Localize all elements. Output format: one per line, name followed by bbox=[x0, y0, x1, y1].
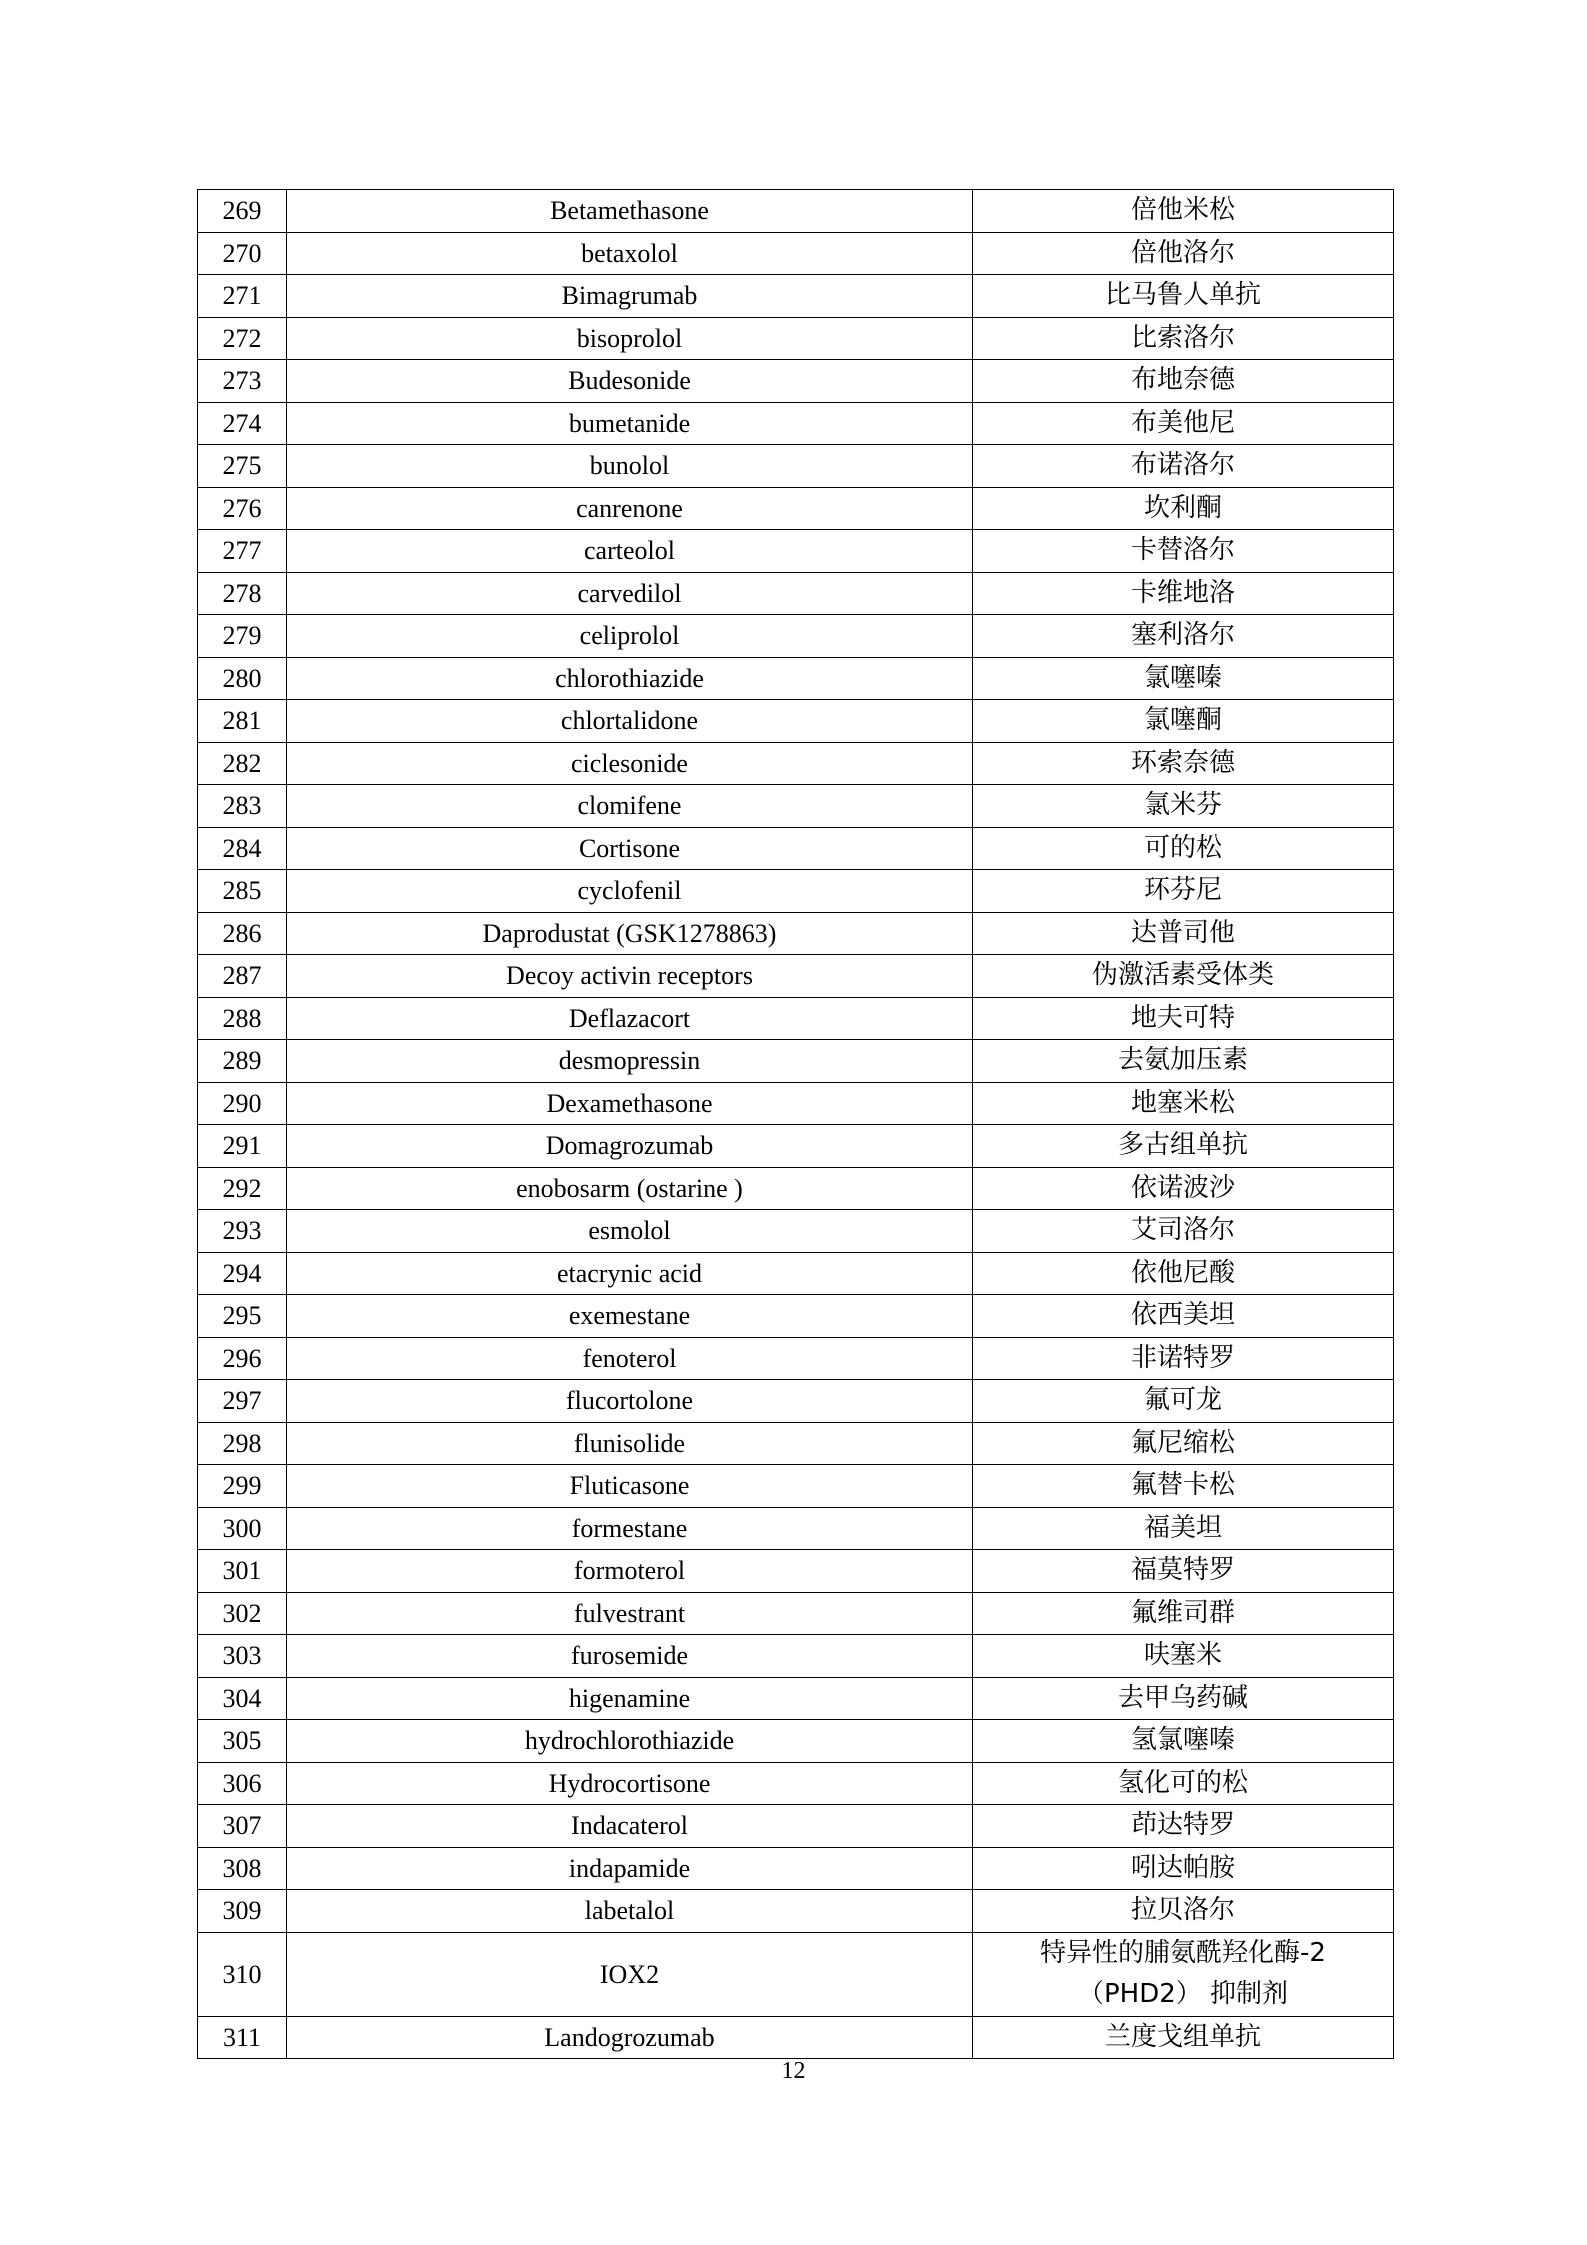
row-number: 293 bbox=[198, 1210, 287, 1253]
table-row bbox=[198, 1635, 1394, 1678]
substance-name-en: desmopressin bbox=[287, 1040, 973, 1083]
substance-name-en: clomifene bbox=[287, 785, 973, 828]
table-row bbox=[198, 1465, 1394, 1508]
substance-name-cn: 非诺特罗 bbox=[973, 1337, 1394, 1380]
substance-name-cn: 卡替洛尔 bbox=[973, 530, 1394, 573]
table-row bbox=[198, 487, 1394, 530]
table-row bbox=[198, 1550, 1394, 1593]
substance-name-en: Fluticasone bbox=[287, 1465, 973, 1508]
substance-name-cn: 福美坦 bbox=[973, 1507, 1394, 1550]
row-number: 311 bbox=[198, 2016, 287, 2059]
table-row bbox=[198, 445, 1394, 488]
substance-name-en: formestane bbox=[287, 1507, 973, 1550]
substance-name-en: chlortalidone bbox=[287, 700, 973, 743]
table-row bbox=[198, 1082, 1394, 1125]
row-number: 305 bbox=[198, 1720, 287, 1763]
substance-name-en: indapamide bbox=[287, 1847, 973, 1890]
table-row bbox=[198, 700, 1394, 743]
row-number: 309 bbox=[198, 1890, 287, 1933]
substance-name-en: bunolol bbox=[287, 445, 973, 488]
row-number: 295 bbox=[198, 1295, 287, 1338]
substance-name-cn: 地夫可特 bbox=[973, 997, 1394, 1040]
substance-name-en: fenoterol bbox=[287, 1337, 973, 1380]
row-number: 273 bbox=[198, 360, 287, 403]
substance-name-en: flunisolide bbox=[287, 1422, 973, 1465]
substance-table bbox=[197, 189, 1394, 2059]
row-number: 299 bbox=[198, 1465, 287, 1508]
row-number: 283 bbox=[198, 785, 287, 828]
substance-name-en: Domagrozumab bbox=[287, 1125, 973, 1168]
table-row bbox=[198, 1507, 1394, 1550]
table-row bbox=[198, 997, 1394, 1040]
substance-name-cn: 氟尼缩松 bbox=[973, 1422, 1394, 1465]
substance-name-en: chlorothiazide bbox=[287, 657, 973, 700]
table-row bbox=[198, 657, 1394, 700]
table-row bbox=[198, 190, 1394, 233]
row-number: 310 bbox=[198, 1932, 287, 2016]
row-number: 287 bbox=[198, 955, 287, 998]
table-row bbox=[198, 2016, 1394, 2059]
substance-name-cn: 呋塞米 bbox=[973, 1635, 1394, 1678]
substance-name-en: furosemide bbox=[287, 1635, 973, 1678]
substance-name-en: cyclofenil bbox=[287, 870, 973, 913]
table-row bbox=[198, 1592, 1394, 1635]
substance-name-en: Cortisone bbox=[287, 827, 973, 870]
substance-name-en: celiprolol bbox=[287, 615, 973, 658]
substance-name-cn: 倍他米松 bbox=[973, 190, 1394, 233]
substance-name-en: bumetanide bbox=[287, 402, 973, 445]
row-number: 301 bbox=[198, 1550, 287, 1593]
substance-name-en: hydrochlorothiazide bbox=[287, 1720, 973, 1763]
row-number: 308 bbox=[198, 1847, 287, 1890]
table-row bbox=[198, 1040, 1394, 1083]
row-number: 304 bbox=[198, 1677, 287, 1720]
substance-name-cn: 布诺洛尔 bbox=[973, 445, 1394, 488]
substance-name-en: esmolol bbox=[287, 1210, 973, 1253]
table-row bbox=[198, 317, 1394, 360]
substance-name-cn: 氟维司群 bbox=[973, 1592, 1394, 1635]
substance-name-en: canrenone bbox=[287, 487, 973, 530]
table-row bbox=[198, 1762, 1394, 1805]
substance-name-cn: 塞利洛尔 bbox=[973, 615, 1394, 658]
table-row bbox=[198, 402, 1394, 445]
row-number: 279 bbox=[198, 615, 287, 658]
substance-name-en: betaxolol bbox=[287, 232, 973, 275]
substance-name-cn: 氟可龙 bbox=[973, 1380, 1394, 1423]
row-number: 272 bbox=[198, 317, 287, 360]
substance-name-cn-line1: 特异性的脯氨酰羟化酶-2 bbox=[1040, 1938, 1326, 1968]
substance-name-en: Decoy activin receptors bbox=[287, 955, 973, 998]
substance-name-cn: 达普司他 bbox=[973, 912, 1394, 955]
substance-name-cn: 氟替卡松 bbox=[973, 1465, 1394, 1508]
row-number: 280 bbox=[198, 657, 287, 700]
substance-name-cn: 依诺波沙 bbox=[973, 1167, 1394, 1210]
table-row bbox=[198, 827, 1394, 870]
row-number: 306 bbox=[198, 1762, 287, 1805]
table-row bbox=[198, 1295, 1394, 1338]
substance-name-en: IOX2 bbox=[287, 1932, 973, 2016]
table-row bbox=[198, 572, 1394, 615]
table-row bbox=[198, 1932, 1394, 2016]
row-number: 285 bbox=[198, 870, 287, 913]
table-row bbox=[198, 1847, 1394, 1890]
row-number: 291 bbox=[198, 1125, 287, 1168]
row-number: 275 bbox=[198, 445, 287, 488]
substance-name-cn: 茚达特罗 bbox=[973, 1805, 1394, 1848]
row-number: 292 bbox=[198, 1167, 287, 1210]
table-row bbox=[198, 955, 1394, 998]
substance-name-cn: 比马鲁人单抗 bbox=[973, 275, 1394, 318]
substance-name-en: higenamine bbox=[287, 1677, 973, 1720]
row-number: 307 bbox=[198, 1805, 287, 1848]
substance-name-cn: 倍他洛尔 bbox=[973, 232, 1394, 275]
row-number: 282 bbox=[198, 742, 287, 785]
substance-name-cn: 福莫特罗 bbox=[973, 1550, 1394, 1593]
substance-name-cn: 地塞米松 bbox=[973, 1082, 1394, 1125]
table-row bbox=[198, 742, 1394, 785]
table-row bbox=[198, 1380, 1394, 1423]
substance-name-cn bbox=[973, 1932, 1394, 2016]
table-row bbox=[198, 232, 1394, 275]
substance-name-en: Hydrocortisone bbox=[287, 1762, 973, 1805]
row-number: 288 bbox=[198, 997, 287, 1040]
substance-name-en: carteolol bbox=[287, 530, 973, 573]
table-row bbox=[198, 360, 1394, 403]
row-number: 278 bbox=[198, 572, 287, 615]
table-row bbox=[198, 1890, 1394, 1933]
substance-name-cn: 坎利酮 bbox=[973, 487, 1394, 530]
substance-name-en: Betamethasone bbox=[287, 190, 973, 233]
substance-name-cn: 卡维地洛 bbox=[973, 572, 1394, 615]
substance-name-cn: 布美他尼 bbox=[973, 402, 1394, 445]
substance-name-en: flucortolone bbox=[287, 1380, 973, 1423]
substance-name-cn: 氯噻嗪 bbox=[973, 657, 1394, 700]
substance-name-cn: 吲达帕胺 bbox=[973, 1847, 1394, 1890]
row-number: 298 bbox=[198, 1422, 287, 1465]
substance-name-cn: 伪激活素受体类 bbox=[973, 955, 1394, 998]
table-row bbox=[198, 1720, 1394, 1763]
row-number: 271 bbox=[198, 275, 287, 318]
substance-name-cn: 布地奈德 bbox=[973, 360, 1394, 403]
row-number: 277 bbox=[198, 530, 287, 573]
table-row bbox=[198, 1805, 1394, 1848]
substance-name-cn: 可的松 bbox=[973, 827, 1394, 870]
substance-name-cn: 依他尼酸 bbox=[973, 1252, 1394, 1295]
table-row bbox=[198, 1125, 1394, 1168]
table-row bbox=[198, 275, 1394, 318]
substance-name-cn: 兰度戈组单抗 bbox=[973, 2016, 1394, 2059]
table-row bbox=[198, 785, 1394, 828]
row-number: 284 bbox=[198, 827, 287, 870]
table-row bbox=[198, 530, 1394, 573]
substance-name-en: Dexamethasone bbox=[287, 1082, 973, 1125]
substance-name-cn: 艾司洛尔 bbox=[973, 1210, 1394, 1253]
row-number: 286 bbox=[198, 912, 287, 955]
substance-name-en: formoterol bbox=[287, 1550, 973, 1593]
substance-name-en: labetalol bbox=[287, 1890, 973, 1933]
table-row bbox=[198, 870, 1394, 913]
table-row bbox=[198, 912, 1394, 955]
substance-name-en: Indacaterol bbox=[287, 1805, 973, 1848]
row-number: 289 bbox=[198, 1040, 287, 1083]
substance-name-cn: 氯噻酮 bbox=[973, 700, 1394, 743]
row-number: 303 bbox=[198, 1635, 287, 1678]
row-number: 294 bbox=[198, 1252, 287, 1295]
substance-name-cn: 去甲乌药碱 bbox=[973, 1677, 1394, 1720]
substance-name-cn: 拉贝洛尔 bbox=[973, 1890, 1394, 1933]
substance-name-cn: 环索奈德 bbox=[973, 742, 1394, 785]
row-number: 270 bbox=[198, 232, 287, 275]
substance-name-en: etacrynic acid bbox=[287, 1252, 973, 1295]
substance-name-en: fulvestrant bbox=[287, 1592, 973, 1635]
table-row bbox=[198, 1337, 1394, 1380]
row-number: 269 bbox=[198, 190, 287, 233]
table-row bbox=[198, 1677, 1394, 1720]
substance-name-en: enobosarm (ostarine ) bbox=[287, 1167, 973, 1210]
row-number: 296 bbox=[198, 1337, 287, 1380]
substance-name-cn: 比索洛尔 bbox=[973, 317, 1394, 360]
substance-name-en: Landogrozumab bbox=[287, 2016, 973, 2059]
page-number: 12 bbox=[781, 2058, 806, 2084]
substance-name-cn: 依西美坦 bbox=[973, 1295, 1394, 1338]
row-number: 276 bbox=[198, 487, 287, 530]
table-row bbox=[198, 1422, 1394, 1465]
substance-name-cn: 环芬尼 bbox=[973, 870, 1394, 913]
substance-name-en: exemestane bbox=[287, 1295, 973, 1338]
substance-name-en: carvedilol bbox=[287, 572, 973, 615]
table-row bbox=[198, 1252, 1394, 1295]
substance-name-cn: 氢化可的松 bbox=[973, 1762, 1394, 1805]
substance-name-en: Deflazacort bbox=[287, 997, 973, 1040]
substance-name-cn: 氯米芬 bbox=[973, 785, 1394, 828]
substance-name-en: Bimagrumab bbox=[287, 275, 973, 318]
substance-name-en: bisoprolol bbox=[287, 317, 973, 360]
substance-name-cn-line2: （PHD2） 抑制剂 bbox=[1077, 1979, 1289, 2009]
table-row bbox=[198, 1167, 1394, 1210]
row-number: 300 bbox=[198, 1507, 287, 1550]
substance-name-en: ciclesonide bbox=[287, 742, 973, 785]
table-row bbox=[198, 615, 1394, 658]
row-number: 290 bbox=[198, 1082, 287, 1125]
table-row bbox=[198, 1210, 1394, 1253]
row-number: 302 bbox=[198, 1592, 287, 1635]
row-number: 297 bbox=[198, 1380, 287, 1423]
row-number: 281 bbox=[198, 700, 287, 743]
substance-name-en: Budesonide bbox=[287, 360, 973, 403]
table-body bbox=[198, 190, 1394, 2059]
row-number: 274 bbox=[198, 402, 287, 445]
substance-name-en: Daprodustat (GSK1278863) bbox=[287, 912, 973, 955]
substance-name-cn: 氢氯噻嗪 bbox=[973, 1720, 1394, 1763]
substance-name-cn: 多古组单抗 bbox=[973, 1125, 1394, 1168]
substance-name-cn: 去氨加压素 bbox=[973, 1040, 1394, 1083]
